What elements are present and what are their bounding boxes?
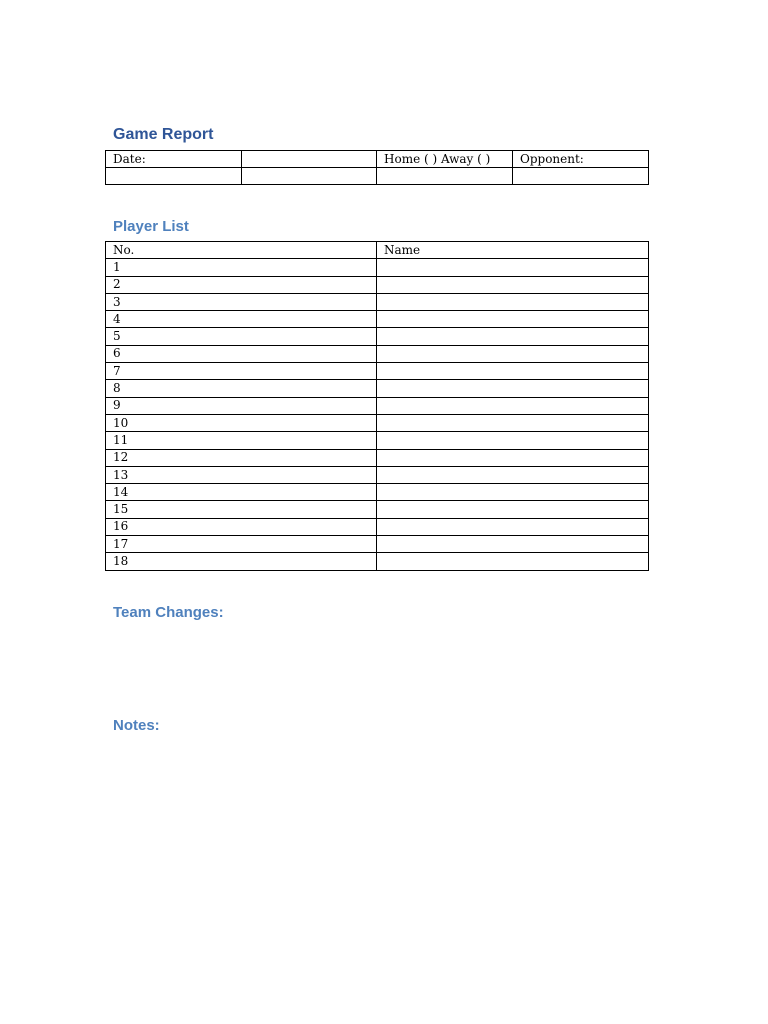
table-row: [106, 536, 649, 553]
table-row: [106, 276, 649, 293]
player-name-cell[interactable]: [377, 397, 649, 414]
player-number-cell: 17: [106, 536, 377, 553]
player-name-cell[interactable]: [377, 449, 649, 466]
column-header-number: No.: [106, 242, 377, 259]
table-header-row: [106, 242, 649, 259]
player-name-cell[interactable]: [377, 328, 649, 345]
table-row: [106, 328, 649, 345]
game-info-table: [105, 150, 649, 185]
player-list-table: [105, 241, 649, 571]
column-header-name: Name: [377, 242, 649, 259]
player-name-cell[interactable]: [377, 553, 649, 570]
player-number-cell: 7: [106, 363, 377, 380]
player-number-cell: 14: [106, 484, 377, 501]
opponent-entry-cell[interactable]: [513, 168, 649, 185]
table-row: [106, 168, 649, 185]
player-number-cell: 3: [106, 293, 377, 310]
player-name-cell[interactable]: [377, 276, 649, 293]
player-name-cell[interactable]: [377, 293, 649, 310]
table-row: [106, 432, 649, 449]
date-entry-cell[interactable]: [106, 168, 242, 185]
player-number-cell: 4: [106, 311, 377, 328]
player-name-cell[interactable]: [377, 518, 649, 535]
opponent-label: Opponent:: [513, 151, 649, 168]
table-row: [106, 484, 649, 501]
player-number-cell: 6: [106, 345, 377, 362]
table-row: [106, 501, 649, 518]
player-name-cell[interactable]: [377, 414, 649, 431]
player-name-cell[interactable]: [377, 363, 649, 380]
player-name-cell[interactable]: [377, 466, 649, 483]
player-number-cell: 13: [106, 466, 377, 483]
player-number-cell: 16: [106, 518, 377, 535]
date-value-field[interactable]: [242, 151, 377, 168]
table-row: [106, 363, 649, 380]
player-number-cell: 2: [106, 276, 377, 293]
player-name-cell[interactable]: [377, 484, 649, 501]
table-row: [106, 449, 649, 466]
player-number-cell: 11: [106, 432, 377, 449]
table-row: [106, 259, 649, 276]
player-name-cell[interactable]: [377, 432, 649, 449]
date-label: Date:: [106, 151, 242, 168]
player-name-cell[interactable]: [377, 345, 649, 362]
player-number-cell: 12: [106, 449, 377, 466]
blank-entry-cell[interactable]: [242, 168, 377, 185]
team-changes-heading: Team Changes:: [113, 604, 224, 621]
player-name-cell[interactable]: [377, 311, 649, 328]
table-row: [106, 553, 649, 570]
table-row: [106, 466, 649, 483]
table-row: [106, 380, 649, 397]
table-row: [106, 293, 649, 310]
player-number-cell: 1: [106, 259, 377, 276]
player-name-cell[interactable]: [377, 259, 649, 276]
table-row: [106, 397, 649, 414]
home-away-label: Home ( ) Away ( ): [377, 151, 513, 168]
player-name-cell[interactable]: [377, 380, 649, 397]
player-number-cell: 8: [106, 380, 377, 397]
player-number-cell: 5: [106, 328, 377, 345]
player-list-heading: Player List: [113, 218, 189, 235]
table-row: [106, 518, 649, 535]
table-row: [106, 151, 649, 168]
player-number-cell: 10: [106, 414, 377, 431]
home-away-entry-cell[interactable]: [377, 168, 513, 185]
player-name-cell[interactable]: [377, 536, 649, 553]
page-title: Game Report: [113, 126, 214, 143]
table-row: [106, 311, 649, 328]
player-name-cell[interactable]: [377, 501, 649, 518]
player-number-cell: 15: [106, 501, 377, 518]
table-row: [106, 414, 649, 431]
table-row: [106, 345, 649, 362]
notes-heading: Notes:: [113, 717, 160, 734]
player-rows: [106, 259, 649, 570]
player-number-cell: 18: [106, 553, 377, 570]
player-number-cell: 9: [106, 397, 377, 414]
